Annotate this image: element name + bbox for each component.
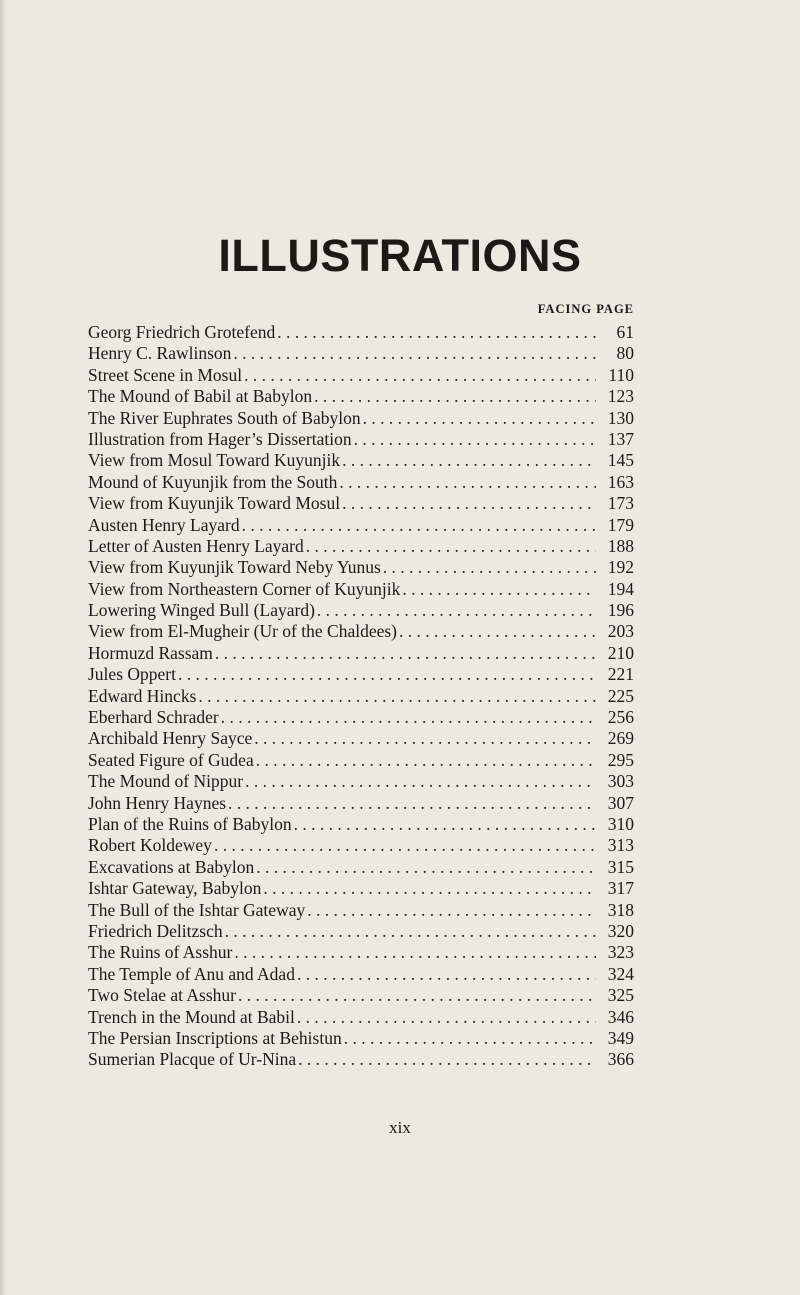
list-item bbox=[88, 707, 634, 728]
illustration-title: The Temple of Anu and Adad bbox=[88, 963, 295, 984]
dot-leader bbox=[242, 515, 596, 536]
illustration-title: Excavations at Babylon bbox=[88, 856, 255, 877]
facing-page-number: 307 bbox=[607, 792, 634, 813]
facing-page-number: 318 bbox=[607, 899, 634, 920]
dot-leader bbox=[214, 835, 596, 856]
illustration-title: The Ruins of Asshur bbox=[88, 942, 233, 963]
list-item bbox=[88, 493, 634, 514]
dot-leader bbox=[342, 450, 596, 471]
illustration-title: View from Northeastern Corner of Kuyunjik bbox=[88, 578, 401, 599]
list-item bbox=[88, 1007, 634, 1028]
dot-leader bbox=[254, 728, 596, 749]
illustration-title: View from Mosul Toward Kuyunjik bbox=[88, 450, 341, 471]
facing-page-number: 346 bbox=[607, 1006, 634, 1027]
list-item bbox=[88, 536, 634, 557]
list-item bbox=[88, 322, 634, 343]
facing-page-number: 320 bbox=[607, 920, 634, 941]
dot-leader bbox=[244, 365, 596, 386]
facing-page-number: 366 bbox=[607, 1049, 634, 1070]
facing-page-number: 256 bbox=[607, 707, 634, 728]
facing-page-number: 188 bbox=[607, 535, 634, 556]
illustration-title: Robert Koldewey bbox=[88, 835, 212, 856]
dot-leader bbox=[339, 472, 596, 493]
illustration-title: Mound of Kuyunjik from the South bbox=[88, 471, 338, 492]
illustration-title: The Mound of Nippur bbox=[88, 771, 244, 792]
illustration-title: Two Stelae at Asshur bbox=[88, 985, 236, 1006]
illustration-title: Hormuzd Rassam bbox=[88, 642, 213, 663]
illustration-title: Archibald Henry Sayce bbox=[88, 728, 253, 749]
list-item bbox=[88, 985, 634, 1006]
facing-page-number: 110 bbox=[608, 364, 634, 385]
list-item bbox=[88, 750, 634, 771]
dot-leader bbox=[354, 429, 596, 450]
dot-leader bbox=[363, 408, 596, 429]
illustration-title: The Mound of Babil at Babylon bbox=[88, 386, 313, 407]
dot-leader bbox=[256, 750, 596, 771]
illustration-title: The Bull of the Ishtar Gateway bbox=[88, 899, 306, 920]
dot-leader bbox=[178, 664, 596, 685]
facing-page-number: 130 bbox=[607, 407, 634, 428]
illustration-title: View from El-Mugheir (Ur of the Chaldees) bbox=[88, 621, 397, 642]
list-item bbox=[88, 814, 634, 835]
page-number: xix bbox=[389, 1118, 411, 1137]
list-item bbox=[88, 429, 634, 450]
list-item bbox=[88, 686, 634, 707]
illustration-title: Jules Oppert bbox=[88, 664, 176, 685]
illustration-title: Street Scene in Mosul bbox=[88, 364, 243, 385]
list-item bbox=[88, 771, 634, 792]
illustration-title: Austen Henry Layard bbox=[88, 514, 240, 535]
list-item bbox=[88, 1049, 634, 1070]
illustration-title: Eberhard Schrader bbox=[88, 707, 219, 728]
dot-leader bbox=[198, 686, 596, 707]
list-item bbox=[88, 921, 634, 942]
dot-leader bbox=[342, 493, 596, 514]
list-item bbox=[88, 343, 634, 364]
dot-leader bbox=[344, 1028, 596, 1049]
list-item bbox=[88, 472, 634, 493]
list-item bbox=[88, 900, 634, 921]
facing-page-number: 269 bbox=[607, 728, 634, 749]
illustration-title: View from Kuyunjik Toward Mosul bbox=[88, 493, 341, 514]
list-item bbox=[88, 857, 634, 878]
dot-leader bbox=[277, 322, 596, 343]
facing-page-number: 349 bbox=[607, 1027, 634, 1048]
list-item bbox=[88, 386, 634, 407]
illustration-title: Lowering Winged Bull (Layard) bbox=[88, 600, 315, 621]
illustration-title: Illustration from Hager’s Dissertation bbox=[88, 428, 352, 449]
list-item bbox=[88, 450, 634, 471]
dot-leader bbox=[215, 643, 596, 664]
list-item bbox=[88, 621, 634, 642]
illustration-title: Seated Figure of Gudea bbox=[88, 749, 254, 770]
list-item bbox=[88, 579, 634, 600]
facing-page-number: 310 bbox=[607, 813, 634, 834]
dot-leader bbox=[399, 621, 596, 642]
dot-leader bbox=[228, 793, 596, 814]
facing-page-number: 145 bbox=[607, 450, 634, 471]
facing-page-number: 315 bbox=[607, 856, 634, 877]
list-item bbox=[88, 1028, 634, 1049]
list-item bbox=[88, 408, 634, 429]
dot-leader bbox=[383, 557, 596, 578]
list-item bbox=[88, 942, 634, 963]
dot-leader bbox=[294, 814, 596, 835]
facing-page-number: 323 bbox=[607, 942, 634, 963]
facing-page-number: 194 bbox=[607, 578, 634, 599]
illustration-title: The Persian Inscriptions at Behistun bbox=[88, 1027, 342, 1048]
illustration-title: Friedrich Delitzsch bbox=[88, 920, 223, 941]
facing-page-number: 163 bbox=[607, 471, 634, 492]
dot-leader bbox=[297, 964, 596, 985]
list-item bbox=[88, 835, 634, 856]
dot-leader bbox=[306, 536, 596, 557]
list-item bbox=[88, 964, 634, 985]
illustrations-list bbox=[88, 322, 634, 1071]
dot-leader bbox=[221, 707, 596, 728]
dot-leader bbox=[317, 600, 596, 621]
dot-leader bbox=[238, 985, 596, 1006]
dot-leader bbox=[307, 900, 596, 921]
facing-page-number: 303 bbox=[607, 771, 634, 792]
list-item bbox=[88, 728, 634, 749]
facing-page-number: 324 bbox=[607, 963, 634, 984]
list-item bbox=[88, 664, 634, 685]
list-item bbox=[88, 557, 634, 578]
facing-page-number: 295 bbox=[607, 749, 634, 770]
facing-page-number: 173 bbox=[607, 493, 634, 514]
facing-page-number: 221 bbox=[607, 664, 634, 685]
facing-page-number: 317 bbox=[607, 878, 634, 899]
illustration-title: Sumerian Placque of Ur-Nina bbox=[88, 1049, 297, 1070]
illustration-title: Henry C. Rawlinson bbox=[88, 343, 232, 364]
illustration-title: Ishtar Gateway, Babylon bbox=[88, 878, 262, 899]
facing-page-number: 325 bbox=[607, 985, 634, 1006]
facing-page-number: 61 bbox=[616, 322, 634, 342]
facing-page-number: 179 bbox=[607, 514, 634, 535]
list-item bbox=[88, 643, 634, 664]
facing-page-number: 203 bbox=[607, 621, 634, 642]
dot-leader bbox=[314, 386, 596, 407]
facing-page-number: 313 bbox=[607, 835, 634, 856]
facing-page-number: 225 bbox=[607, 685, 634, 706]
dot-leader bbox=[297, 1007, 596, 1028]
dot-leader bbox=[263, 878, 596, 899]
page-edge bbox=[0, 0, 6, 1295]
page-title: ILLUSTRATIONS bbox=[218, 230, 582, 281]
dot-leader bbox=[245, 771, 596, 792]
facing-page-number: 196 bbox=[607, 600, 634, 621]
list-item bbox=[88, 878, 634, 899]
list-item bbox=[88, 515, 634, 536]
list-item bbox=[88, 365, 634, 386]
dot-leader bbox=[256, 857, 596, 878]
facing-page-number: 210 bbox=[607, 642, 634, 663]
facing-page-number: 80 bbox=[616, 343, 634, 364]
facing-page-number: 123 bbox=[607, 386, 634, 407]
illustration-title: View from Kuyunjik Toward Neby Yunus bbox=[88, 557, 381, 578]
dot-leader bbox=[225, 921, 596, 942]
dot-leader bbox=[298, 1049, 596, 1070]
facing-page-number: 192 bbox=[607, 557, 634, 578]
illustration-title: Trench in the Mound at Babil bbox=[88, 1006, 295, 1027]
list-item bbox=[88, 600, 634, 621]
facing-page-number: 137 bbox=[607, 428, 634, 449]
list-item bbox=[88, 793, 634, 814]
illustration-title: Edward Hincks bbox=[88, 685, 197, 706]
illustration-title: Georg Friedrich Grotefend bbox=[88, 322, 276, 342]
dot-leader bbox=[402, 579, 596, 600]
facing-page-header: FACING PAGE bbox=[537, 302, 634, 316]
illustration-title: The River Euphrates South of Babylon bbox=[88, 407, 361, 428]
illustration-title: Letter of Austen Henry Layard bbox=[88, 535, 304, 556]
dot-leader bbox=[233, 343, 596, 364]
illustration-title: Plan of the Ruins of Babylon bbox=[88, 813, 292, 834]
illustration-title: John Henry Haynes bbox=[88, 792, 227, 813]
dot-leader bbox=[234, 942, 596, 963]
